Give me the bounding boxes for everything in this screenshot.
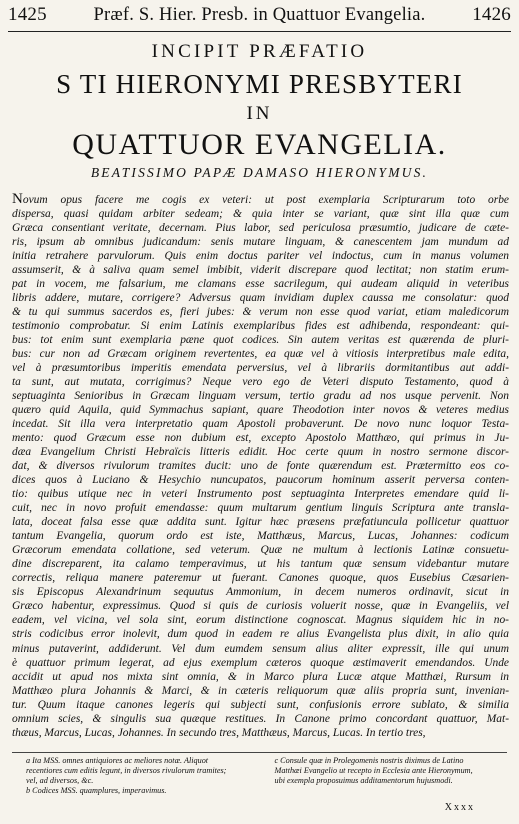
- body-line: tur. Quum itaque canones legeris qui subjecti sunt, confusionis errore sublato, & similia: [12, 698, 509, 711]
- body-line: eadem, vel vicina, vel sola sint, eorum distinctione cognoscat. Magnus siquidem hic in no-: [12, 614, 509, 627]
- title-block: [0, 38, 519, 184]
- body-line: correctis, reliqua manere pateremur ut fuerant. Canones quoque, quos Eusebius Cæsarien-: [12, 572, 509, 585]
- body-line: sis Episcopus Alexandrinum sequutus Ammonium, in decem numeros ordinavit, sicut in: [12, 586, 509, 599]
- body-line: thæus, Marcus, Lucas, Johannes. In secundo tres, Matthæus, Marcus, Lucas. In tertio tres,: [12, 726, 426, 739]
- body-line: incedat. Sit illa vera interpretatio quam Apostoli probaverunt. De novo nunc loquor Testa-: [12, 418, 509, 431]
- footnote-line: ubi exempla proposuimus additamentorum hujusmodi.: [274, 776, 453, 785]
- body-line: lata, doceat falsa esse quæ addita sunt. Igitur hæc præsens præfatiuncula pollicetur quattuor: [12, 516, 509, 529]
- body-line: Græca consentiant veritate, decernam. Pius labor, sed periculosa præsumtio, judicare de cæte-: [12, 222, 509, 235]
- body-line: dæa Evangelium Christi Hebraïcis litteris edidit. Hoc certe quum in nostro sermone discor-: [12, 446, 509, 459]
- body-line: ris, ipsum ab omnibus judicandum: senis mutare linguam, & canescentem jam mundum ad: [12, 236, 509, 249]
- footnote-line: b Codices MSS. quamplures, imperavimus.: [26, 786, 167, 795]
- body-line: accidit ut apud nos mixta sint omnia, & in Marco plura Lucæ atque Matthæi, Rursum in: [12, 670, 509, 683]
- signature-mark: Xxxx: [444, 802, 475, 813]
- body-line: pat in vocem, me falsarium, me clamans esse sacrilegum, qui audeam aliquid in veteribus: [12, 278, 509, 291]
- body-line: dispersa, quasi quidam arbiter sedeam; & quia inter se variant, quæ sint illa quæ cum: [12, 208, 509, 221]
- body-line: stris codicibus error inolevit, dum quod in eadem re alius Evangelista plus dixit, in alio quia: [12, 628, 509, 641]
- page-number-left: 1425: [8, 4, 47, 25]
- page-number-right: 1426: [472, 4, 511, 25]
- footnotes-left-column: [26, 756, 257, 796]
- body-line: mento: quod Græcum esse non dubium est, excepto Apostolo Matthæo, qui primus in Ju-: [12, 432, 509, 445]
- dedication-line: BEATISSIMO PAPÆ DAMASO HIERONYMUS.: [90, 165, 429, 180]
- body-line: cuit, nec in novo profuit emendasse: quum multarum gentium linguis Scriptura ante transla-: [12, 502, 509, 515]
- body-line: vel à præsumtoribus imperitis emendata perversius, vel à librariis dormitantibus aut addi-: [12, 362, 509, 375]
- footnote-line: a Ita MSS. omnes antiquiores ac meliores notæ. Aliquot: [26, 756, 209, 765]
- body-line: dices quos à Luciano & Hesychio nuncupatos, paucorum hominum asserit perversa conten-: [12, 474, 509, 487]
- title-line-4: QUATTUOR EVANGELIA.: [72, 128, 447, 161]
- body-line: Græcorum emendata collatione, sed veterum. Quæ ne multum à lectionis Latinæ consuetu-: [12, 544, 509, 557]
- title-line-2: S TI HIERONYMI PRESBYTERI: [56, 69, 463, 99]
- running-header: [8, 4, 511, 26]
- footnote-line: recentiores cum editis legunt, in diversos rivulorum tramites;: [26, 766, 227, 775]
- body-line: & tu qui summus sacerdos es, fieri jubes: & verum non esse quod variat, etiam maledicorum: [12, 306, 509, 319]
- footnotes: [26, 756, 505, 796]
- body-line: tio: quibus utique nec in veteri Instrumento post septuaginta Interpretes emendare quid li-: [12, 488, 509, 501]
- body-line: tantum Evangelia, quorum ordo est iste, Matthæus, Marcus, Lucas, Johannes: codicum: [12, 530, 509, 543]
- footnote-line: vel, ad diversos, &c.: [26, 776, 94, 785]
- body-line: dine discreparent, ita calamo temperavimus, ut his tantum quæ sensum videbantur mutare: [12, 558, 509, 571]
- body-line: Novum opus facere me cogis ex veteri: ut post exemplaria Scripturarum toto orbe: [12, 192, 509, 207]
- footnote-line: Matthæi Evangelio ut recepto in Ecclesia ante Hieronymum,: [274, 766, 473, 775]
- body-line: initia retrahere parvulorum. Quis enim doctus pariter vel indoctus, cum in manus volumen: [12, 250, 509, 263]
- body-line: assumserit, & à saliva quam semel imbibit, viderit discrepare quod lectitat; non statim erum-: [12, 264, 509, 277]
- header-rule: [8, 31, 511, 32]
- body-line: omnium scies, & singulis sua quæque restitues. In Canone primo concordant quattuor, Mat-: [12, 712, 509, 725]
- body-line: ta sunt, aut mutata, corrigimus? Neque vero ego de Veteri disputo Testamento, quod à: [12, 376, 509, 389]
- body-line: testimonio comprobatur. Si enim Latinis exemplaribus fides est adhibenda, respondeant: qui-: [12, 320, 509, 333]
- body-line: bus: tot enim sunt exemplaria pæne quot codices. Sin autem veritas est quærenda de pluri-: [12, 334, 509, 347]
- title-line-3: IN: [246, 103, 273, 124]
- body-line: dat, & diversos rivulorum tramites ducit: uno de fonte quærendum est. Prætermitto eos co-: [12, 460, 509, 473]
- body-line: Græco habentur, expressimus. Quod si quis de curiosis voluerit nosse, quæ in Evangeliis, vel: [12, 600, 509, 613]
- preface-body-text: [12, 192, 509, 740]
- body-line: Matthæo plura Johannis & Marci, & in cæteris reliquorum quæ aliis propria sunt, invenian-: [12, 684, 509, 697]
- body-line: bus: cur non ad Græcam originem revertentes, ea quæ vel à vitiosis interpretibus male edita,: [12, 348, 509, 361]
- running-title: Præf. S. Hier. Presb. in Quattuor Evangelia.: [93, 5, 426, 25]
- footnotes-right-column: [275, 756, 506, 796]
- body-line: libris addere, mutare, corrigere? Adversus quam invidiam duplex caussa me consolatur: quod: [12, 292, 509, 305]
- body-line: quæro quid Aquila, quid Symmachus sapiant, quare Theodotion inter novos & veteres medius: [12, 404, 509, 417]
- body-line: septuaginta Senioribus in Græcam linguam versum, tertio gradu ad nos usque pervenit. Non: [12, 390, 509, 403]
- footnote-rule: [12, 752, 507, 753]
- footnote-line: c Consule quæ in Prolegomenis nostris diximus de Latino: [274, 756, 464, 765]
- title-line-1: INCIPIT PRÆFATIO: [151, 41, 368, 62]
- body-line: è quattuor primum legerat, ad ejus exemplum cæteros quoque æstimaverit emendandos. Unde: [12, 656, 509, 669]
- body-line: minus putaverint, addiderunt. Vel dum eumdem sensum alius aliter expressit, ille qui unum: [12, 642, 509, 655]
